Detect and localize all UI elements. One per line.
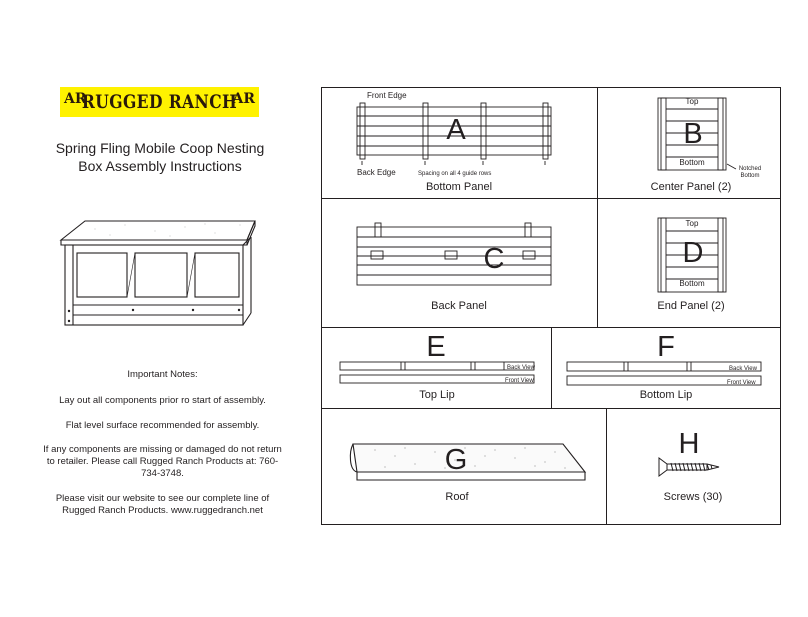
part-b-letter: B	[683, 118, 703, 150]
part-f-label: Bottom Lip	[639, 389, 693, 401]
notched-bottom-label: Notched Bottom	[738, 166, 762, 179]
page-title	[40, 139, 280, 175]
part-g-letter: G	[444, 444, 468, 476]
part-c-label: Back Panel	[431, 300, 487, 312]
part-h-letter: H	[678, 428, 700, 460]
part-a-label: Bottom Panel	[425, 181, 493, 193]
part-h-label: Screws (30)	[663, 491, 723, 503]
bottom-lip-back-view: Back View	[729, 366, 757, 372]
logo-badge-right: AR	[232, 91, 255, 107]
title-line-2: Box Assembly Instructions	[78, 158, 242, 174]
spacing-note: Spacing on all 4 guide rows	[418, 171, 492, 177]
center-bottom-label: Bottom	[679, 158, 705, 167]
logo-text: RUGGED RANCH	[81, 91, 238, 113]
center-top-label: Top	[685, 97, 699, 106]
note-item: Flat level surface recommended for assembly.	[65, 419, 260, 431]
part-g-label: Roof	[445, 491, 469, 503]
note-item: Lay out all components prior ro start of assembly.	[59, 395, 266, 406]
back-edge-label: Back Edge	[357, 168, 396, 177]
back-panel-drawing	[355, 221, 555, 291]
logo-badge-left: AR	[64, 91, 87, 107]
important-notes	[40, 369, 285, 529]
brand-logo	[60, 87, 259, 117]
nesting-box-illustration	[55, 215, 265, 330]
part-d-label: End Panel (2)	[657, 300, 725, 312]
bottom-lip-front-view: Front View	[727, 380, 756, 386]
screw-icon	[657, 457, 721, 477]
part-f-letter: F	[657, 331, 675, 363]
title-line-1: Spring Fling Mobile Coop Nesting	[55, 140, 265, 156]
top-lip-front-view: Front View	[505, 378, 534, 384]
parts-grid	[321, 87, 781, 525]
part-e-label: Top Lip	[419, 389, 455, 401]
front-edge-label: Front Edge	[367, 91, 407, 100]
notes-heading: Important Notes:	[127, 369, 198, 380]
note-item: If any components are missing or damaged do not return to retailer. Please call Rugged Ranch Products at: 760-734-3748.	[43, 444, 282, 479]
part-a-letter: A	[446, 114, 466, 146]
part-c-letter: C	[483, 243, 505, 275]
part-e-letter: E	[426, 331, 446, 363]
top-lip-back-view: Back View	[507, 365, 535, 371]
end-bottom-label: Bottom	[679, 279, 705, 288]
note-item: Please visit our website to see our complete line of Rugged Ranch Products. www.ruggedranch.net	[55, 492, 270, 516]
part-b-label: Center Panel (2)	[650, 181, 732, 193]
part-d-letter: D	[682, 237, 704, 269]
end-top-label: Top	[685, 219, 699, 228]
